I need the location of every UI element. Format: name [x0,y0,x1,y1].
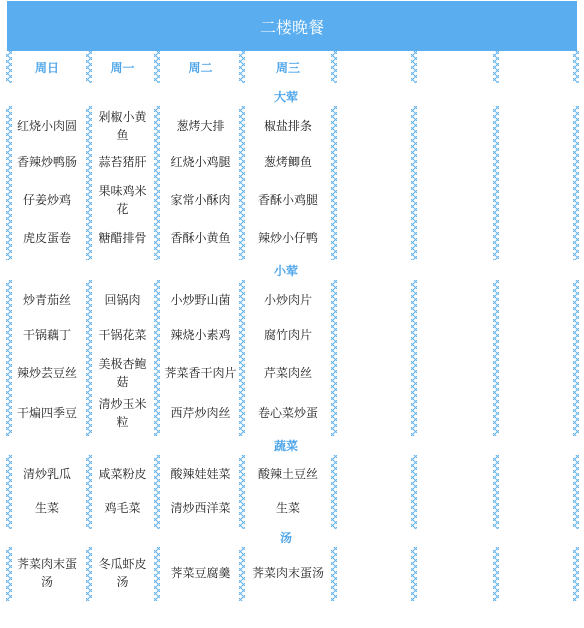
dish-cell [158,457,243,491]
dish-name: 小炒肉片 [263,293,312,307]
column-separator [154,455,160,529]
dish-name: 生菜 [275,501,300,515]
day-header-4 [333,51,413,83]
dish-name: 椒盐排条 [263,119,312,133]
dish-cell [158,282,243,318]
dish-cell [243,549,333,597]
dish-cell [7,144,87,180]
day-header-2: 周二 [188,60,213,75]
column-separator [154,547,160,601]
column-separator [239,280,245,436]
dish-name: 炒青茄丝 [22,293,71,307]
column-separator [411,455,417,529]
dish-cell [7,318,87,352]
column-separator [493,455,499,529]
dish-cell [243,220,333,256]
dish-name: 辣烧小素鸡 [170,328,231,342]
dish-name: 红烧小鸡腿 [170,155,231,169]
dish-cell [243,491,333,525]
dish-cell [87,352,158,394]
dish-name: 香辣炒鸭肠 [16,155,77,169]
column-separator [6,455,12,529]
dish-cell [158,549,243,597]
column-separator [239,51,245,83]
dish-cell [243,282,333,318]
column-separator [154,51,160,83]
dish-cell [7,352,87,394]
dish-cell [7,108,87,144]
column-separator [411,51,417,83]
column-separator [573,280,579,436]
dish-cell [87,318,158,352]
dish-cell [243,352,333,394]
column-separator [573,106,579,260]
column-separator [331,547,337,601]
column-separator [239,106,245,260]
column-separator [239,547,245,601]
dish-name: 酸辣娃娃菜 [170,467,231,481]
day-header-6 [495,51,577,83]
column-separator [154,106,160,260]
dish-name: 酸辣土豆丝 [257,467,318,481]
dish-name: 卷心菜炒蛋 [257,406,318,420]
dish-cell [158,318,243,352]
dish-cell [7,394,87,432]
section-title-3: 汤 [279,531,292,545]
day-header-5 [413,51,495,83]
dish-cell [87,144,158,180]
dish-cell [158,180,243,220]
dish-name: 干锅花菜 [98,328,147,342]
dish-name: 清炒玉米粒 [98,397,147,429]
dish-name: 干锅藕丁 [22,328,71,342]
column-separator [86,51,92,83]
column-separator [493,547,499,601]
dish-name: 家常小酥肉 [170,193,231,207]
column-separator [411,547,417,601]
dish-name: 剁椒小黄鱼 [98,110,147,142]
menu-title: 二楼晚餐 [7,1,577,51]
dish-name: 生菜 [34,501,59,515]
dish-name: 荠菜肉末蛋汤 [16,557,77,589]
dish-cell [243,144,333,180]
dish-cell [7,220,87,256]
dish-cell [87,457,158,491]
dish-name: 荠菜肉末蛋汤 [251,566,324,580]
dish-name: 冬瓜虾皮汤 [98,557,147,589]
column-separator [493,280,499,436]
column-separator [411,106,417,260]
section-title-0: 大荤 [273,90,298,104]
column-separator [86,280,92,436]
column-separator [573,455,579,529]
column-separator [86,106,92,260]
dish-cell [7,282,87,318]
column-separator [573,547,579,601]
dish-cell [158,394,243,432]
dish-name: 荠菜豆腐羹 [170,566,231,580]
dish-name: 干煸四季豆 [16,406,77,420]
column-separator [6,106,12,260]
column-separator [331,280,337,436]
dish-cell [7,549,87,597]
day-header-0: 周日 [34,60,59,75]
column-separator [411,280,417,436]
dish-cell [243,457,333,491]
dish-cell [7,491,87,525]
day-header-1: 周一 [110,60,135,75]
dish-name: 西芹炒肉丝 [170,406,231,420]
column-separator [86,547,92,601]
dish-cell [243,394,333,432]
dish-name: 红烧小肉圆 [16,119,77,133]
column-separator [493,51,499,83]
dish-name: 辣炒芸豆丝 [16,366,77,380]
dish-cell [7,457,87,491]
section-title-2: 蔬菜 [273,439,298,453]
dish-cell [87,220,158,256]
column-separator [331,51,337,83]
dish-name: 虎皮蛋卷 [22,231,71,245]
dish-cell [158,491,243,525]
dish-name: 荠菜香干肉片 [164,366,237,380]
dish-cell [87,282,158,318]
day-header-3: 周三 [275,60,300,75]
column-separator [493,106,499,260]
column-separator [331,106,337,260]
dish-name: 香酥小黄鱼 [170,231,231,245]
column-separator [6,280,12,436]
dish-name: 清炒西洋菜 [170,501,231,515]
dish-cell [87,108,158,144]
dish-name: 美极杏鲍菇 [98,357,147,389]
dish-name: 咸菜粉皮 [98,467,147,481]
column-separator [331,455,337,529]
dish-name: 糖醋排骨 [98,231,147,245]
dish-name: 回锅肉 [104,293,141,307]
dish-cell [87,549,158,597]
dish-name: 葱烤鲫鱼 [263,155,312,169]
dish-name: 鸡毛菜 [104,501,141,515]
dish-cell [87,394,158,432]
dish-name: 腐竹肉片 [263,328,312,342]
dish-name: 清炒乳瓜 [22,467,71,481]
dish-name: 葱烤大排 [176,119,225,133]
dish-cell [158,352,243,394]
dish-cell [87,491,158,525]
column-separator [154,280,160,436]
dish-name: 小炒野山菌 [170,293,231,307]
dish-cell [7,180,87,220]
dish-cell [243,108,333,144]
section-title-1: 小荤 [273,264,298,278]
column-separator [239,455,245,529]
dish-cell [158,144,243,180]
dish-cell [87,180,158,220]
dish-name: 辣炒小仔鸭 [257,231,318,245]
dish-cell [243,318,333,352]
dish-name: 香酥小鸡腿 [257,193,318,207]
column-separator [573,51,579,83]
column-separator [6,547,12,601]
dish-cell [158,220,243,256]
dish-name: 蒜苔猪肝 [98,155,147,169]
column-separator [6,51,12,83]
column-separator [86,455,92,529]
dish-cell [158,108,243,144]
dish-name: 芹菜肉丝 [263,366,312,380]
dish-name: 果味鸡米花 [98,184,147,216]
dish-name: 仔姜炒鸡 [22,193,71,207]
dish-cell [243,180,333,220]
